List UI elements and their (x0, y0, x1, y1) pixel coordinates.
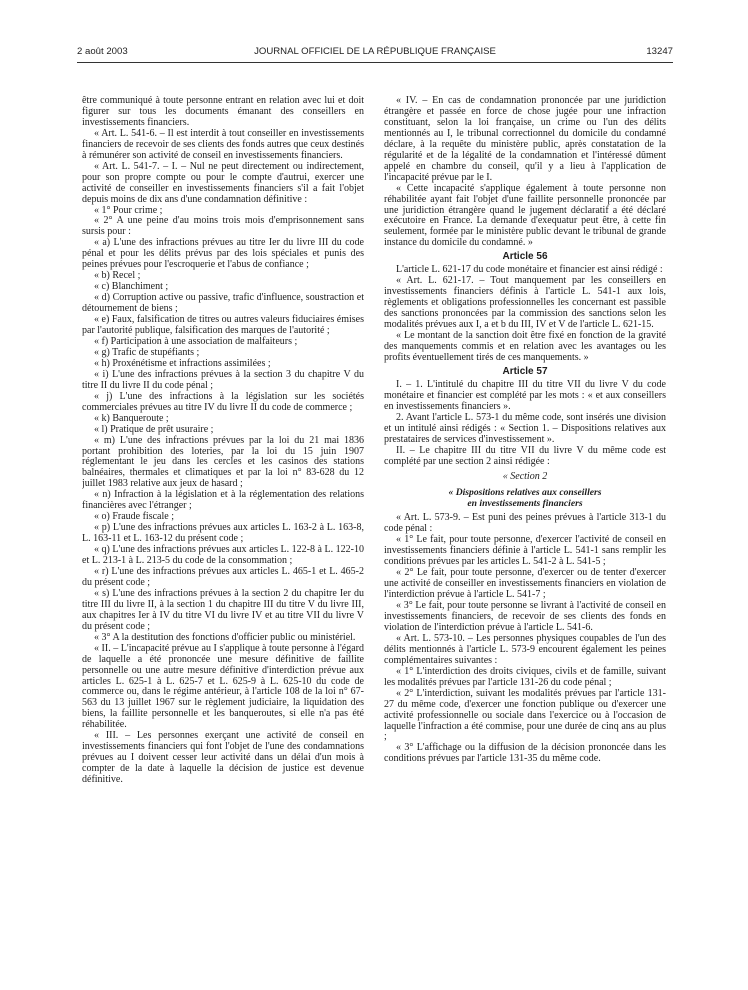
paragraph: « q) L'une des infractions prévues aux articles L. 122-8 à L. 122-10 et L. 213-1 à L. 213-5 du code de la consommation ; (82, 544, 364, 567)
paragraph: « h) Proxénétisme et infractions assimilées ; (94, 357, 271, 369)
paragraph: « 1° L'interdiction des droits civiques, civils et de famille, suivant les modalités prévues par l'article 131-26 du code pénal ; (384, 665, 666, 688)
paragraph: « c) Blanchiment ; (94, 281, 169, 293)
paragraph: « Art. L. 541-6. – Il est interdit à tout conseiller en investissements financiers de recevoir de ses clients des fonds autres que ceux destinés à rémunérer son activité de conseil en investissements financiers. (82, 127, 364, 161)
paragraph: être communiqué à toute personne entrant en relation avec lui et doit figurer sur tous les documents émanant des conseillers en investissements financiers. (82, 96, 364, 128)
paragraph: « n) Infraction à la législation et à la réglementation des relations financières avec l'étranger ; (82, 489, 364, 512)
paragraph: « Art. L. 573-9. – Est puni des peines prévues à l'article 313-1 du code pénal : (384, 512, 666, 535)
paragraph: « r) L'une des infractions prévues aux articles L. 465-1 et L. 465-2 du présent code ; (82, 565, 364, 588)
paragraph: « s) L'une des infractions prévues à la section 2 du chapitre Ier du titre III du livre II, à la section 1 du chapitre III du titre V du livre III, aux chapitres Ier à IV du titre VI du livre IV et au titre VII du livre V du présent code ; (82, 587, 364, 632)
paragraph: II. – Le chapitre III du titre VII du livre V du même code est complété par une section 2 ainsi rédigée : (384, 444, 666, 467)
header-title: JOURNAL OFFICIEL DE LA RÉPUBLIQUE FRANÇAISE (254, 46, 496, 57)
paragraph: « Art. L. 541-7. – I. – Nul ne peut directement ou indirectement, pour son propre compte ou pour le compte d'autrui, exercer une activité de conseiller en investissements financiers s'il a fait l'objet depuis moins de dix ans d'une condamnation définitive : (82, 160, 364, 205)
paragraph: « 1° Pour crime ; (94, 204, 163, 216)
paragraph: « e) Faux, falsification de titres ou autres valeurs fiduciaires émises par l'autorité publique, falsification des marques de l'autorité ; (82, 314, 364, 337)
paragraph: 2. Avant l'article L. 573-1 du même code, sont insérés une division et un intitulé ainsi rédigés : « Section 1. – Dispositions relatives aux prestataires de services d'investissement ». (384, 411, 666, 445)
paragraph: « 1° Le fait, pour toute personne, d'exercer l'activité de conseil en investissements financiers définie à l'article L. 541-1 sans remplir les conditions prévues par les articles L. 541-2 à L. 541-5 ; (384, 534, 666, 568)
paragraph: « II. – L'incapacité prévue au I s'applique à toute personne à l'égard de laquelle a été prononcée une mesure définitive de faillite personnelle ou une autre mesure définitive d'interdiction prévue aux articles L. 625-1 à L. 625-7 et L. 625-9 à L. 625-10 du code de commerce ou, dans le régime antérieur, à l'article 108 de la loi n° 67-563 du 13 juillet 1967 sur le règlement judiciaire, la liquidation des biens, la faillite personnelle et les banqueroutes, si elle n'a pas été réhabilitée. (82, 642, 364, 731)
paragraph: « 2° A une peine d'au moins trois mois d'emprisonnement sans sursis pour : (82, 215, 364, 238)
paragraph: « 3° L'affichage ou la diffusion de la décision prononcée dans les conditions prévues par l'article 131-35 du même code. (384, 742, 666, 765)
article-56-heading: Article 56 (502, 251, 548, 263)
article-57-heading: Article 57 (502, 365, 548, 377)
paragraph: « d) Corruption active ou passive, trafic d'influence, soustraction et détournement de biens ; (82, 292, 364, 315)
paragraph: « Art. L. 621-17. – Tout manquement par les conseillers en investissements financiers définis à l'article L. 541-1 aux lois, règlements et obligations professionnelles les concernant est passible des sanctions prononcées par la commission des sanctions selon les modalités prévues aux I, a et b du III, IV et V de l'article L. 621-15. (384, 275, 666, 331)
paragraph: L'article L. 621-17 du code monétaire et financier est ainsi rédigé : (396, 264, 663, 276)
left-column (82, 96, 364, 976)
paragraph: « Art. L. 573-10. – Les personnes physiques coupables de l'un des délits mentionnés à l'article L. 573-9 encourent également les peines complémentaires suivantes : (384, 632, 666, 666)
header-rule (77, 62, 673, 63)
paragraph: « a) L'une des infractions prévues au titre Ier du livre III du code pénal et pour les délits prévus par des lois spéciales et punis des peines prévues pour l'escroquerie et l'abus de confiance ; (82, 237, 364, 271)
paragraph: « l) Pratique de prêt usuraire ; (94, 423, 214, 435)
section-subheading (384, 487, 666, 509)
section-subheading-line: en investissements financiers (467, 498, 583, 510)
paragraph: « f) Participation à une association de malfaiteurs ; (94, 335, 298, 347)
paragraph: « 3° Le fait, pour toute personne se livrant à l'activité de conseil en investissements financiers, de recevoir de ses clients des fonds en violation de l'interdiction prévue à l'article L. 541-6. (384, 600, 666, 633)
paragraph: « 2° L'interdiction, suivant les modalités prévues par l'article 131-27 du même code, d'exercer une fonction publique ou d'exercer une activité professionnelle ou sociale dans l'exercice ou à l'occasion de laquelle l'infraction a été commise, pour une durée de cinq ans au plus ; (384, 687, 666, 743)
paragraph: « IV. – En cas de condamnation prononcée par une juridiction étrangère et passée en force de chose jugée pour une infraction constituant, selon la loi française, un crime ou l'un des délits mentionnés au I, le tribunal correctionnel du domicile du condamné déclare, à la requête du ministère public, après constatation de la régularité et de la légalité de la condamnation et l'intéressé dûment appelé en chambre du conseil, qu'il y a lieu à l'application de l'incapacité prévue par le I. (384, 96, 666, 183)
paragraph: I. – 1. L'intitulé du chapitre III du titre VII du livre V du code monétaire et financier est complété par les mots : « et aux conseillers en investissements financiers ». (384, 378, 666, 412)
page-number: 13247 (646, 46, 673, 57)
right-column (384, 96, 666, 976)
paragraph: « k) Banqueroute ; (94, 412, 169, 424)
paragraph: « o) Fraude fiscale ; (94, 511, 174, 523)
header-date: 2 août 2003 (77, 46, 128, 57)
paragraph: « III. – Les personnes exerçant une activité de conseil en investissements financiers qui font l'objet de l'une des condamnations prévues au I doivent cesser leur activité dans un délai d'un mois à compter de la date à laquelle la décision de justice est devenue définitive. (82, 730, 364, 786)
paragraph: « g) Trafic de stupéfiants ; (94, 346, 200, 358)
paragraph: « Cette incapacité s'applique également à toute personne non réhabilitée ayant fait l'objet d'une faillite personnelle prononcée par une juridiction étrangère quand le jugement déclaratif a été déclaré exécutoire en France. La demande d'exequatur peut être, à cette fin seulement, formée par le ministère public devant le tribunal de grande instance du domicile du condamné. » (384, 182, 666, 249)
paragraph: « Le montant de la sanction doit être fixé en fonction de la gravité des manquements commis et en relation avec les avantages ou les profits éventuellement tirés de ces manquements. » (384, 330, 666, 363)
paragraph: « m) L'une des infractions prévues par la loi du 21 mai 1836 portant prohibition des loteries, par la loi du 15 juin 1907 réglementant le jeu dans les cercles et les casinos des stations balnéaires, thermales et climatiques et par la loi n° 83-628 du 12 juillet 1983 relative aux jeux de hasard ; (82, 434, 364, 490)
paragraph: « b) Recel ; (94, 270, 141, 282)
paragraph: « 2° Le fait, pour toute personne, d'exercer ou de tenter d'exercer une activité de conseiller en investissements financiers en violation de l'interdiction prévue à l'article L. 541-7 ; (384, 567, 666, 601)
paragraph: « j) L'une des infractions à la législation sur les sociétés commerciales prévues au titre IV du livre II du code de commerce ; (82, 390, 364, 413)
section-subheading-line: « Dispositions relatives aux conseillers (448, 487, 602, 499)
page-header (77, 46, 673, 60)
section-heading: « Section 2 (502, 471, 548, 483)
paragraph: « i) L'une des infractions prévues à la section 3 du chapitre V du titre II du livre II du code pénal ; (82, 368, 364, 391)
paragraph: « 3° A la destitution des fonctions d'officier public ou ministériel. (94, 631, 356, 643)
paragraph: « p) L'une des infractions prévues aux articles L. 163-2 à L. 163-8, L. 163-11 et L. 163-12 du présent code ; (82, 522, 364, 545)
